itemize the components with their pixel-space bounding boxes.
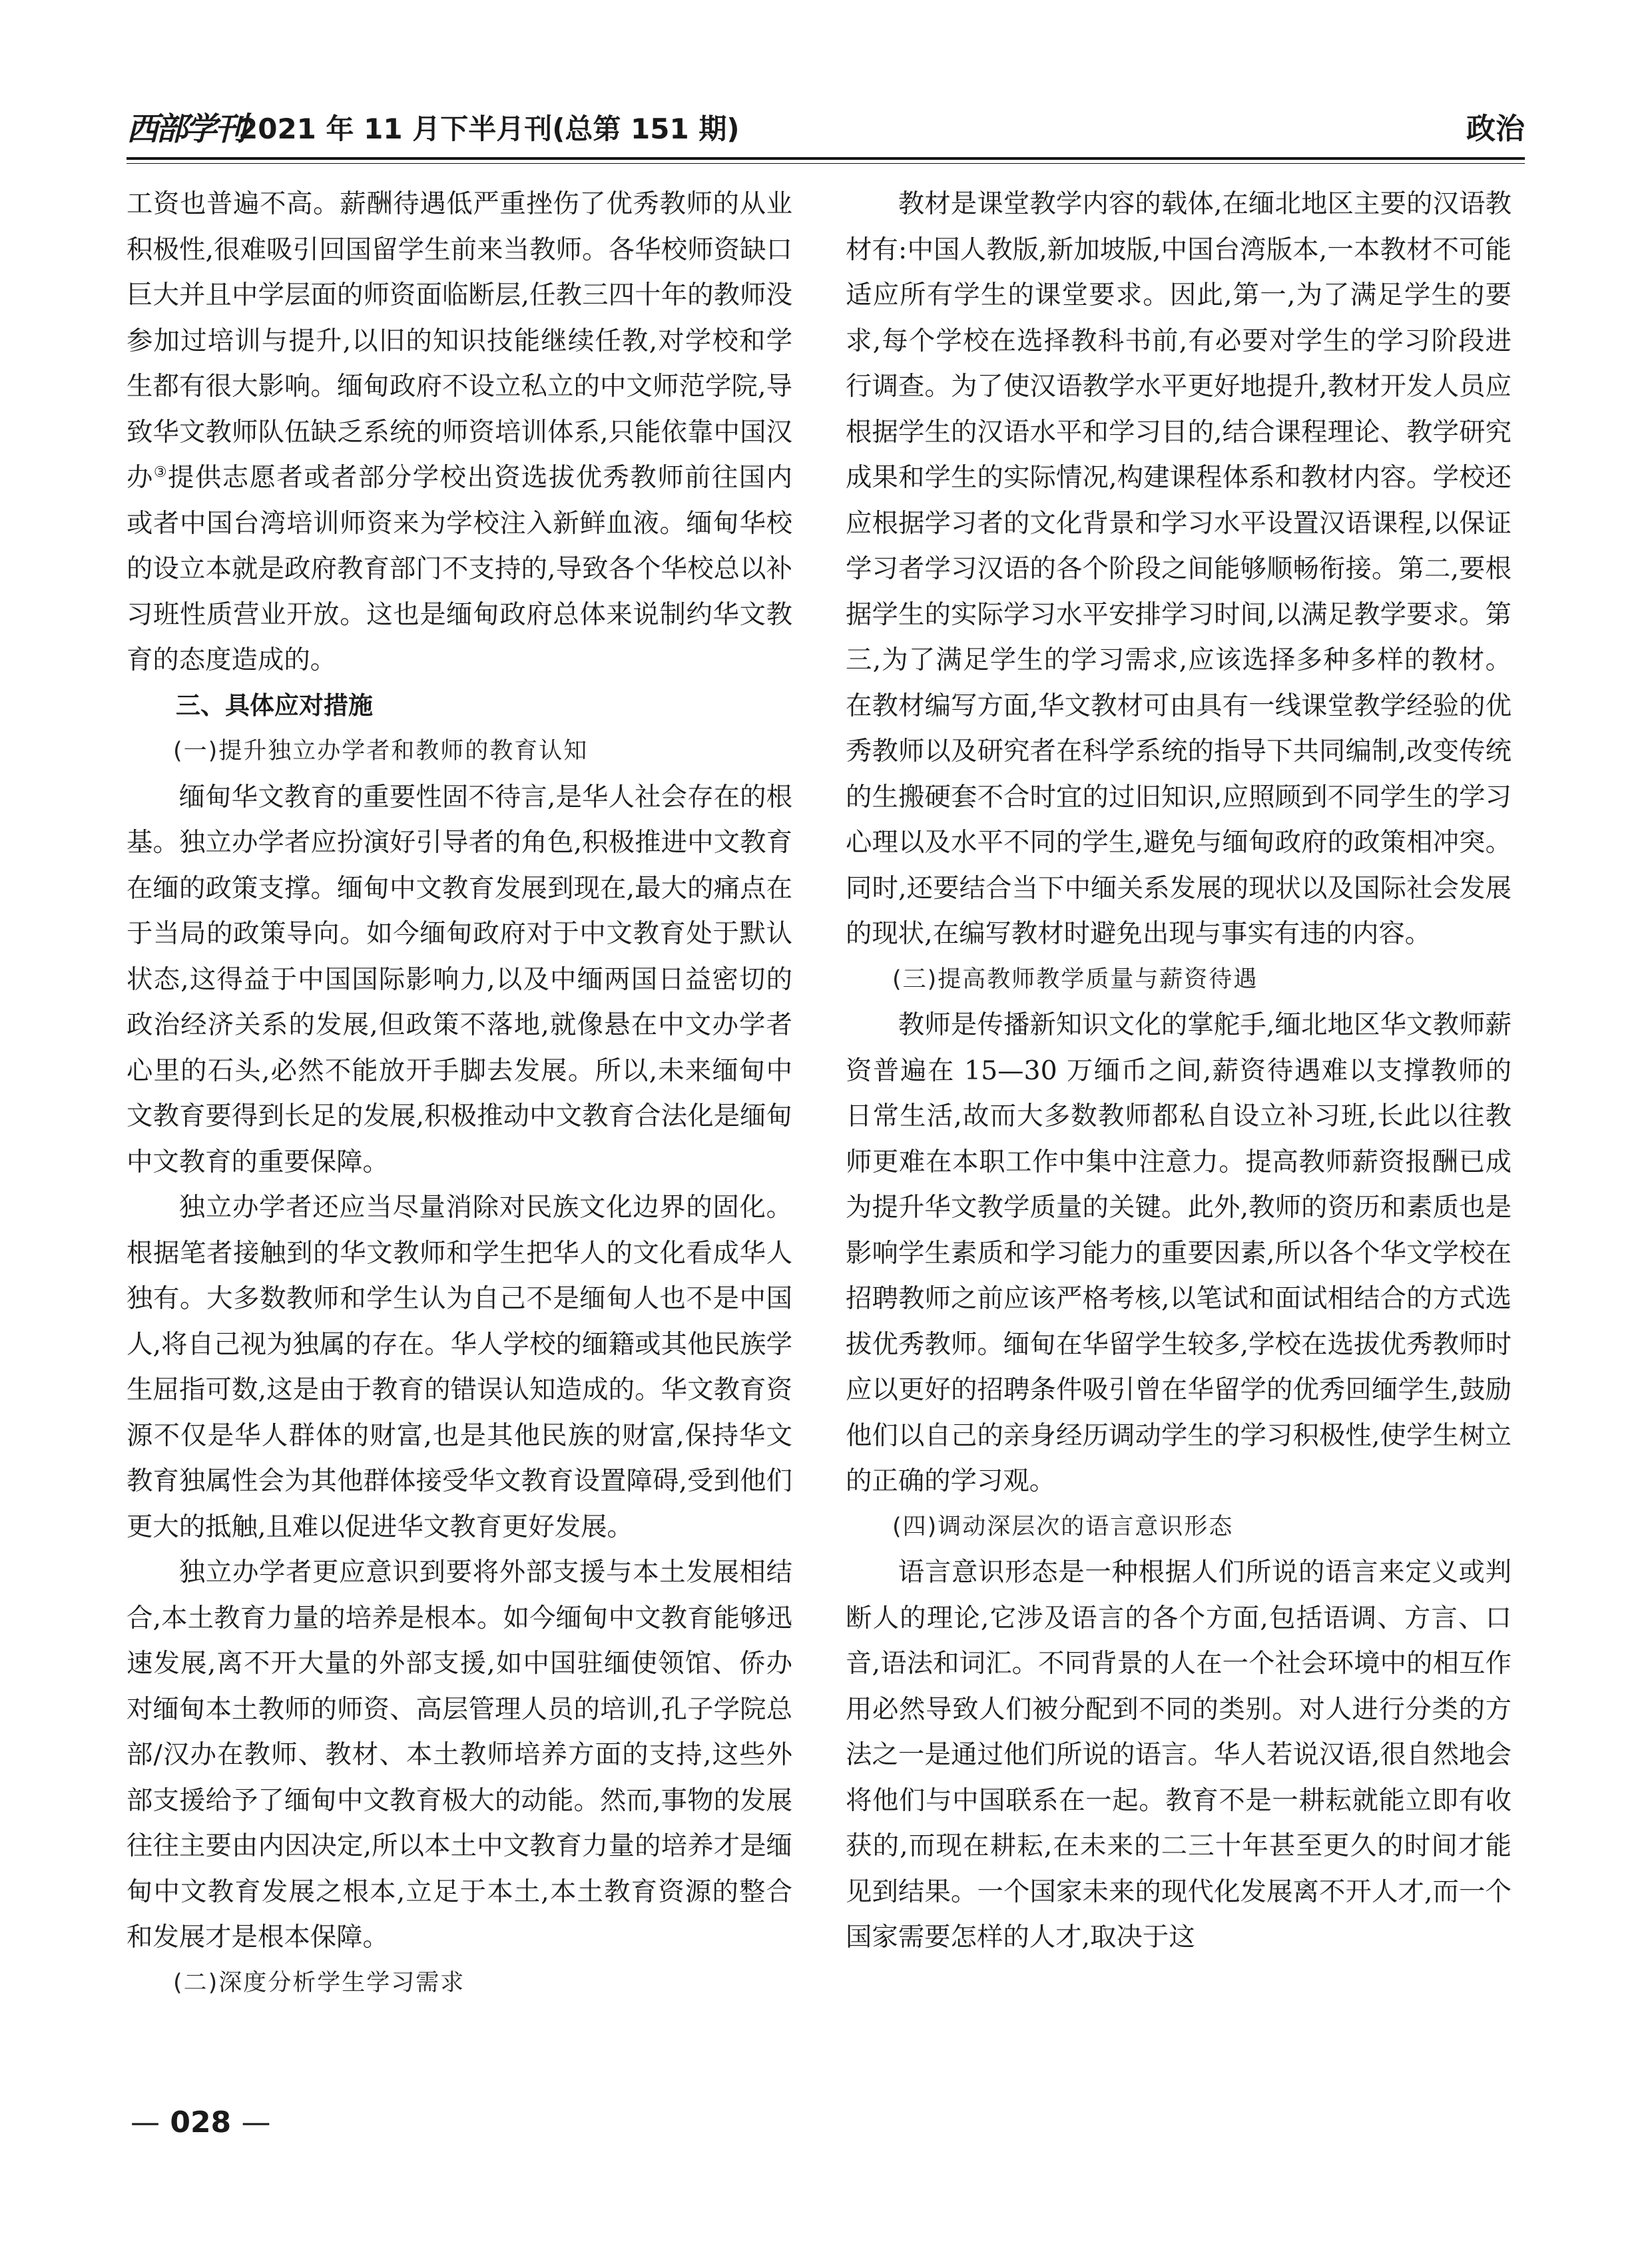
header-rule — [127, 157, 1525, 164]
paragraph: 缅甸华文教育的重要性固不待言,是华人社会存在的根基。独立办学者应扮演好引导者的角色,积极推进中文教育在缅的政策支撑。缅甸中文教育发展到现在,最大的痛点在于当局的政策导向。如今缅甸政府对于中文教育处于默认状态,这得益于中国国际影响力,以及中缅两国日益密切的政治经济关系的发展,但政策不落地,就像悬在中文办学者心里的石头,必然不能放开手脚去发展。所以,未来缅甸中文教育要得到长足的发展,积极推动中文教育合法化是缅甸中文教育的重要保障。 — [127, 781, 792, 1177]
right-column — [846, 181, 1512, 1960]
section-name: 政治 — [1466, 112, 1525, 146]
left-column — [127, 181, 792, 2006]
paragraph: 独立办学者更应意识到要将外部支援与本土发展相结合,本土教育力量的培养是根本。如今缅甸中文教育能够迅速发展,离不开大量的外部支援,如中国驻缅使领馆、侨办对缅甸本土教师的师资、高层管理人员的培训,孔子学院总部/汉办在教师、教材、本土教师培养方面的支持,这些外部支援给予了缅甸中文教育极大的动能。然而,事物的发展往往主要由内因决定,所以本土中文教育力量的培养才是缅甸中文教育发展之根本,立足于本土,本土教育资源的整合和发展才是根本保障。 — [127, 1557, 792, 1952]
paragraph: 语言意识形态是一种根据人们所说的语言来定义或判断人的理论,它涉及语言的各个方面,包括语调、方言、口音,语法和词汇。不同背景的人在一个社会环境中的相互作用必然导致人们被分配到不同的类别。对人进行分类的方法之一是通过他们所说的语言。华人若说汉语,很自然地会将他们与中国联系在一起。教育不是一耕耘就能立即有收获的,而现在耕耘,在未来的二三十年甚至更久的时间才能见到结果。一个国家未来的现代化发展离不开人才,而一个国家需要怎样的人才,取决于这 — [846, 1557, 1512, 1952]
section-heading: 三、具体应对措施 — [176, 691, 373, 720]
subsection-heading: (二)深度分析学生学习需求 — [173, 1969, 465, 1996]
subsection-heading: (四)调动深层次的语言意识形态 — [892, 1513, 1234, 1540]
running-header — [127, 107, 1525, 153]
paragraph: 独立办学者还应当尽量消除对民族文化边界的固化。根据笔者接触到的华文教师和学生把华人的文化看成华人独有。大多数教师和学生认为自己不是缅甸人也不是中国人,将自己视为独属的存在。华人学校的缅籍或其他民族学生屈指可数,这是由于教育的错误认知造成的。华文教育资源不仅是华人群体的财富,也是其他民族的财富,保持华文教育独属性会为其他群体接受华文教育设置障碍,受到他们更大的抵触,且难以促进华文教育更好发展。 — [127, 1192, 792, 1542]
paragraph-text: 提供志愿者或者部分学校出资选拔优秀教师前往国内或者中国台湾培训师资来为学校注入新鲜血液。缅甸华校的设立本就是政府教育部门不支持的,导致各个华校总以补习班性质营业开放。这也是缅甸政府总体来说制约华文教育的态度造成的。 — [127, 462, 793, 675]
folio-dash-right: — — [241, 2105, 271, 2139]
footnote-marker: ③ — [153, 464, 168, 481]
paragraph — [127, 181, 792, 683]
subsection-heading: (三)提高教师教学质量与薪资待遇 — [892, 966, 1258, 993]
page-number-footer — [131, 2103, 271, 2143]
paragraph: 教师是传播新知识文化的掌舵手,缅北地区华文教师薪资普遍在 15—30 万缅币之间,薪资待遇难以支撑教师的日常生活,故而大多数教师都私自设立补习班,长此以往教师更难在本职工作中集中注意力。提高教师薪资报酬已成为提升华文教学质量的关键。此外,教师的资历和素质也是影响学生素质和学习能力的重要因素,所以各个华文学校在招聘教师之前应该严格考核,以笔试和面试相结合的方式选拔优秀教师。缅甸在华留学生较多,学校在选拔优秀教师时应以更好的招聘条件吸引曾在华留学的优秀回缅学生,鼓励他们以自己的亲身经历调动学生的学习积极性,使学生树立的正确的学习观。 — [846, 1009, 1512, 1496]
subsection-heading: (一)提升独立办学者和教师的教育认知 — [173, 738, 589, 764]
issue-info: 2021 年 11 月下半月刊(总第 151 期) — [238, 113, 740, 145]
paragraph-text: 工资也普遍不高。薪酬待遇低严重挫伤了优秀教师的从业积极性,很难吸引回国留学生前来当教师。各华校师资缺口巨大并且中学层面的师资面临断层,任教三四十年的教师没参加过培训与提升,以旧的知识技能继续任教,对学校和学生都有很大影响。缅甸政府不设立私立的中文师范学院,导致华文教师队伍缺乏系统的师资培训体系,只能依靠中国汉办 — [127, 188, 792, 493]
journal-logo: 西部学刊 — [127, 111, 244, 148]
page-number: 028 — [170, 2105, 232, 2139]
folio-dash-left: — — [131, 2105, 160, 2139]
paragraph: 教材是课堂教学内容的载体,在缅北地区主要的汉语教材有:中国人教版,新加坡版,中国台湾版本,一本教材不可能适应所有学生的课堂要求。因此,第一,为了满足学生的要求,每个学校在选择教科书前,有必要对学生的学习阶段进行调查。为了使汉语教学水平更好地提升,教材开发人员应根据学生的汉语水平和学习目的,结合课程理论、教学研究成果和学生的实际情况,构建课程体系和教材内容。学校还应根据学习者的文化背景和学习水平设置汉语课程,以保证学习者学习汉语的各个阶段之间能够顺畅衔接。第二,要根据学生的实际学习水平安排学习时间,以满足教学要求。第三,为了满足学生的学习需求,应该选择多种多样的教材。在教材编写方面,华文教材可由具有一线课堂教学经验的优秀教师以及研究者在科学系统的指导下共同编制,改变传统的生搬硬套不合时宜的过旧知识,应照顾到不同学生的学习心理以及水平不同的学生,避免与缅甸政府的政策相冲突。同时,还要结合当下中缅关系发展的现状以及国际社会发展的现状,在编写教材时避免出现与事实有违的内容。 — [846, 188, 1512, 949]
